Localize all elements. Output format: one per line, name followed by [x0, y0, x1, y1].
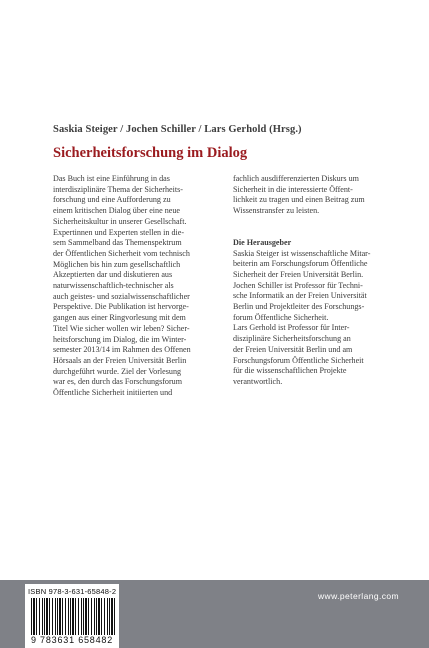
editors-bio: Saskia Steiger ist wissenschaftliche Mitar- beiterin am Forschungsforum Öffentliche Sicherheit der Freien Universität Berlin. Jochen Schiller ist Professor für Techni- sche Informatik an der Freien Universität Berlin und Projektleiter des Forschungs- forum Öffentliche Sicherheit. Lars Gerhold ist Professor für Inter- disziplinäre Sicherheitsforschung an der Freien Universität Berlin und am Forschungsforum Öffentliche Sicherheit für die wissenschaftlichen Projekte verantwortlich. — [233, 248, 371, 386]
description-left-column: Das Buch ist eine Einführung in das interdisziplinäre Thema der Sicherheits- forschung und eine Aufforderung zu einem kritischen Dialog über eine neue Sicherheitskultur in unserer Gesellschaft. Expertinnen und Experten stellen in die- sem Sammelband das Themenspektrum der Öffentlichen Sicherheit vom technisch Möglichen bis hin zum gesellschaftlich Akzeptierten dar und diskutieren aus naturwissenschaftlich-technischer als auch geistes- und sozialwissenschaftlicher Perspektive. Die Publikation ist hervorge- gangen aus einer Ringvorlesung mit dem Titel Wie sicher wollen wir leben? Sicher- heitsforschung im Dialog, die im Winter- semester 2013/14 im Rahmen des Offenen Hörsaals an der Freien Universität Berlin durchgeführt wurde. Ziel der Vorlesung war es, den durch das Forschungsforum Öffentliche Sicherheit initiierten und — [53, 174, 191, 398]
description-continuation: fachlich ausdifferenzierten Diskurs um Sicherheit in die interessierte Öffent- lichkeit zu tragen und einen Beitrag zum Wissenstransfer zu leisten. — [233, 174, 365, 216]
publisher-website[interactable]: www.peterlang.com — [318, 591, 399, 601]
barcode-icon — [31, 598, 115, 635]
book-title: Sicherheitsforschung im Dialog — [53, 145, 248, 161]
top-band — [0, 0, 429, 100]
isbn-barcode-box — [25, 584, 119, 648]
barcode-digits: 9 783631 658482 — [30, 635, 114, 645]
isbn-label: ISBN 978-3-631-65848-2 — [28, 587, 117, 596]
authors-line: Saskia Steiger / Jochen Schiller / Lars Gerhold (Hrsg.) — [53, 124, 302, 135]
right-column — [233, 174, 403, 388]
editors-heading: Die Herausgeber — [233, 237, 292, 247]
